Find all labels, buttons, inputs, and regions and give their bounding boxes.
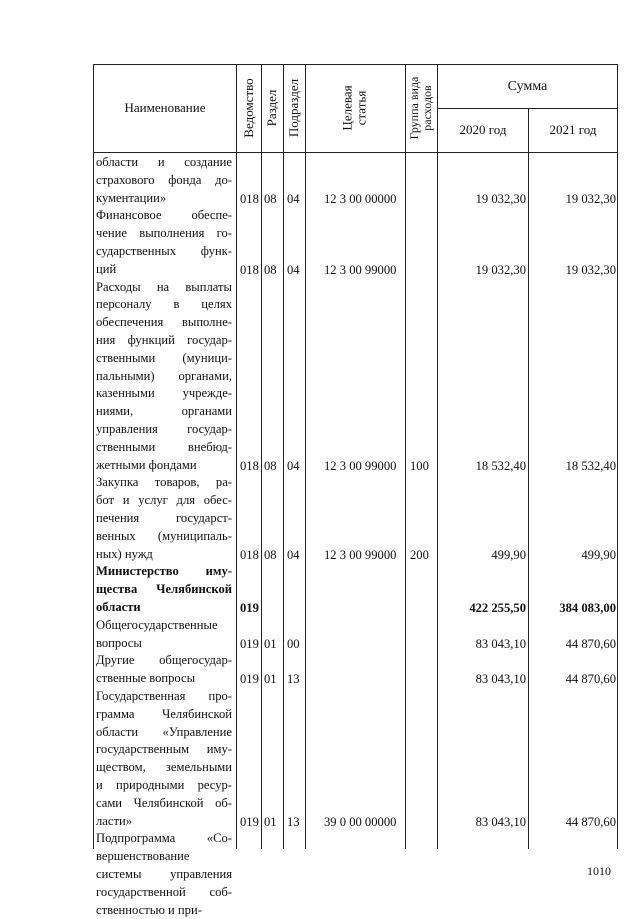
row-name-line: сами Челябинской об-	[96, 795, 232, 810]
row-name-line: венных (муниципаль-	[96, 528, 232, 543]
row-celevaya: 12 3 00 99000	[324, 262, 397, 277]
header-vedomstvo: Ведомство	[240, 78, 256, 138]
header-bottom-rule	[93, 152, 617, 153]
header-name-text: Наименование	[124, 100, 206, 116]
row-sum-2021: 44 870,60	[565, 814, 616, 829]
row-name-line: вопросы	[96, 635, 142, 650]
row-vedomstvo: 019	[240, 636, 259, 651]
row-razdel: 01	[264, 672, 277, 687]
row-podrazdel: 13	[287, 672, 300, 687]
row-name-line: Министерство иму-	[96, 564, 232, 579]
row-name-line: Расходы на выплаты	[96, 279, 232, 294]
row-sum-2020: 422 255,50	[469, 601, 526, 615]
row-name	[96, 617, 232, 653]
row-name-line: обеспечения выполне-	[96, 315, 232, 330]
row-name-line: государственным иму-	[96, 742, 232, 757]
row-name-line: Государственная про-	[96, 689, 232, 703]
header-celevaya-line-2: статья	[354, 90, 369, 126]
header-year-2021-text: 2021 год	[549, 122, 597, 138]
header-gruppa-line-1: Группа вида	[406, 76, 421, 140]
header-gruppa-line-2: расходов	[420, 85, 434, 131]
row-celevaya: 12 3 00 99000	[324, 547, 397, 562]
row-podrazdel: 04	[287, 547, 300, 562]
header-celevaya-line-1: Целевая	[339, 85, 355, 131]
row-name	[96, 830, 232, 919]
row-name-line: ственностью и при-	[96, 902, 202, 917]
row-razdel: 08	[264, 458, 277, 473]
row-sum-2020: 83 043,10	[475, 672, 526, 687]
row-podrazdel: 04	[287, 262, 300, 277]
row-name-line: области и создание	[96, 155, 232, 169]
row-name-line: ций	[96, 261, 117, 276]
row-celevaya: 39 0 00 00000	[324, 814, 397, 829]
row-sum-2020: 19 032,30	[475, 262, 526, 277]
row-name	[96, 688, 232, 830]
row-razdel: 01	[264, 636, 277, 651]
row-podrazdel: 00	[287, 636, 300, 651]
row-name-line: пальными) органами,	[96, 368, 232, 383]
row-name-line: ласти»	[96, 813, 133, 828]
row-razdel: 01	[264, 814, 277, 829]
column-divider-summa	[437, 64, 438, 849]
row-name-line: кументации»	[96, 190, 167, 205]
row-sum-2020: 19 032,30	[475, 191, 526, 206]
row-vedomstvo: 018	[240, 191, 259, 206]
column-divider-podrazdel	[283, 64, 284, 849]
row-sum-2021: 19 032,30	[565, 262, 616, 277]
row-vedomstvo: 018	[240, 262, 259, 277]
column-divider-gruppa	[405, 64, 406, 849]
row-name-line: грамма Челябинской	[96, 706, 232, 721]
row-vedomstvo: 018	[240, 458, 259, 473]
row-name-line: ниями, органами	[96, 404, 232, 419]
row-name-line: персоналу в целях	[96, 297, 232, 312]
row-name-line: бот и услуг для обес-	[96, 493, 232, 508]
row-sum-2021: 44 870,60	[565, 672, 616, 687]
row-name-line: Другие общегосудар-	[96, 653, 232, 668]
row-sum-2021: 44 870,60	[565, 636, 616, 651]
row-name-line: щества Челябинской	[96, 582, 232, 597]
row-name-line: ществом, земельными	[96, 760, 232, 775]
header-year-2021	[529, 109, 617, 152]
row-name	[96, 207, 232, 278]
row-name-line: Подпрограмма «Со-	[96, 831, 232, 846]
row-vedomstvo: 019	[240, 814, 259, 829]
row-gruppa: 100	[410, 458, 429, 473]
row-sum-2020: 83 043,10	[475, 814, 526, 829]
row-celevaya: 12 3 00 99000	[324, 458, 397, 473]
row-gruppa: 200	[410, 547, 429, 562]
row-podrazdel: 04	[287, 191, 300, 206]
row-name-line: казенными учрежде-	[96, 386, 232, 401]
row-name-line: ственными внебюд-	[96, 439, 232, 454]
row-name-line: страхового фонда до-	[96, 172, 232, 187]
header-year-2020-text: 2020 год	[459, 122, 507, 138]
header-summa-text: Сумма	[507, 78, 548, 94]
row-name-line: области	[96, 599, 141, 614]
row-name-line: ния функций государ-	[96, 332, 232, 347]
row-name-line: вершенствование	[96, 849, 190, 864]
table-border-left	[93, 64, 94, 849]
row-name	[96, 154, 232, 207]
row-podrazdel: 13	[287, 814, 300, 829]
row-sum-2020: 83 043,10	[475, 636, 526, 651]
row-name-line: государственной соб-	[96, 884, 232, 899]
column-divider-razdel	[261, 64, 262, 849]
row-name	[96, 652, 232, 688]
row-vedomstvo: 019	[240, 601, 259, 615]
row-razdel: 08	[264, 191, 277, 206]
row-sum-2021: 384 083,00	[559, 601, 616, 615]
row-name-line: ных) нужд	[96, 546, 153, 561]
row-sum-2020: 18 532,40	[475, 458, 526, 473]
header-year-2020	[438, 109, 528, 152]
row-name	[96, 563, 232, 616]
row-razdel: 08	[264, 547, 277, 562]
row-celevaya: 12 3 00 00000	[324, 191, 397, 206]
header-podrazdel: Подраздел	[285, 78, 301, 138]
header-celevaya	[341, 85, 370, 130]
column-divider-year	[528, 108, 529, 849]
header-name	[94, 65, 236, 152]
page-number: 1010	[587, 864, 611, 878]
row-name-line: ственные вопросы	[96, 671, 196, 686]
row-name	[96, 279, 232, 475]
row-sum-2020: 499,90	[491, 547, 526, 562]
row-name-line: и природными ресур-	[96, 777, 232, 792]
row-name-line: управления государ-	[96, 421, 232, 436]
row-vedomstvo: 019	[240, 672, 259, 687]
row-name-line: системы управления	[96, 866, 232, 881]
row-sum-2021: 18 532,40	[565, 458, 616, 473]
row-name-line: сударственных функ-	[96, 243, 232, 258]
row-name	[96, 474, 232, 563]
row-name-line: Общегосударственные	[96, 617, 218, 632]
row-name-line: Финансовое обеспе-	[96, 208, 232, 223]
header-razdel: Раздел	[263, 89, 279, 127]
header-summa	[438, 65, 617, 108]
row-sum-2021: 499,90	[581, 547, 616, 562]
row-name-line: печения государст-	[96, 510, 232, 525]
row-name-line: ственными (муници-	[96, 350, 232, 365]
row-name-line: Закупка товаров, ра-	[96, 475, 232, 490]
row-name-line: чение выполнения го-	[96, 226, 232, 241]
row-razdel: 08	[264, 262, 277, 277]
row-vedomstvo: 018	[240, 547, 259, 562]
row-podrazdel: 04	[287, 458, 300, 473]
column-divider-vedomstvo	[236, 64, 237, 849]
row-name-line: жетными фондами	[96, 457, 197, 472]
table-border-right	[617, 64, 618, 849]
header-gruppa	[408, 77, 434, 140]
column-divider-celevaya	[305, 64, 306, 849]
row-sum-2021: 19 032,30	[565, 191, 616, 206]
row-name-line: области «Управление	[96, 724, 232, 739]
